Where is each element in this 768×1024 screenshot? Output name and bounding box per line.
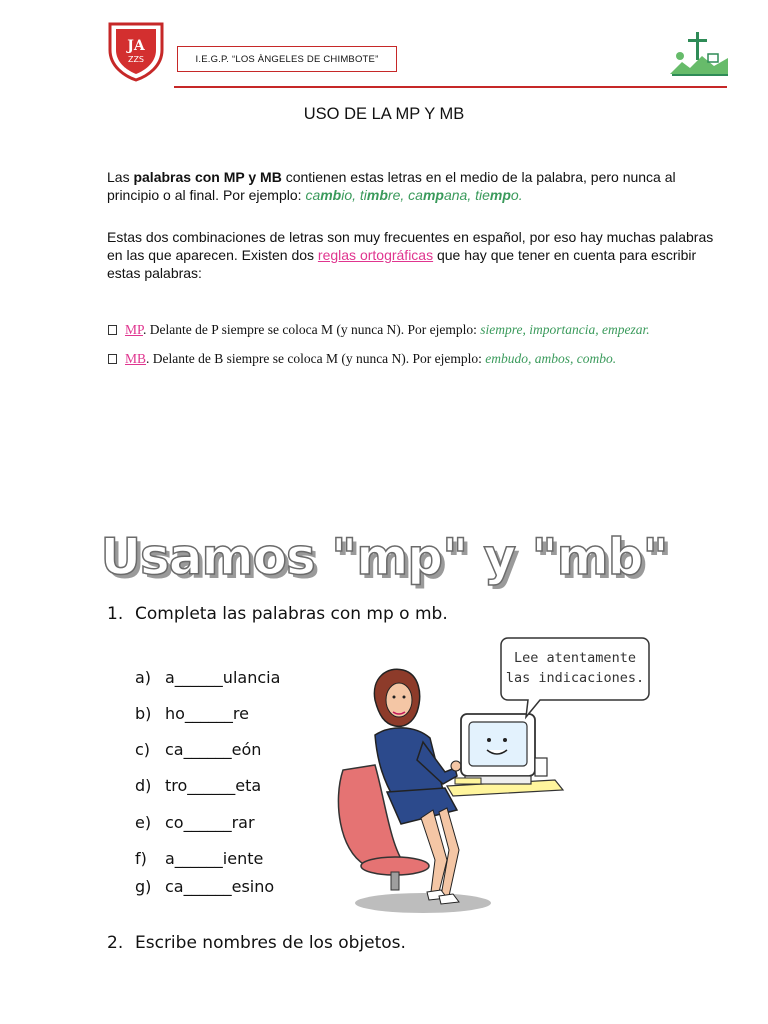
intro-text: Estas dos combinaciones de letras son muy frecuentes en español, por eso hay muchas palabras en las que aparecen. Existen dos: [107, 229, 714, 263]
school-name: I.E.G.P. “LOS ÀNGELES DE CHIMBOTE”: [195, 53, 379, 65]
speech-line: Lee atentamente: [514, 650, 636, 666]
rule-text: . Delante de B siempre se coloca M (y nunca N). Por ejemplo:: [146, 351, 486, 366]
list-item: d) tro______eta: [135, 776, 262, 795]
example-word: timbre: [359, 187, 401, 203]
example-word: tiempo: [475, 187, 519, 203]
intro-bold: palabras con MP y MB: [133, 169, 282, 185]
worksheet-heading: Usamos "mp" y "mb": [100, 528, 668, 586]
intro-text: Las: [107, 169, 134, 185]
checkbox-bullet-icon: [108, 325, 117, 335]
rule-examples: siempre, importancia, empezar.: [480, 322, 650, 337]
speech-line: las indicaciones.: [505, 670, 645, 686]
speech-bubble-text: [500, 648, 650, 688]
list-item: f) a______iente: [135, 849, 264, 868]
example-word: cambio: [305, 187, 353, 203]
header-divider: [174, 86, 727, 88]
list-item: c) ca______eón: [135, 740, 262, 759]
list-item: b) ho______re: [135, 704, 249, 723]
intro-text: contienen estas letras en el medio de la palabra, pero nunca al principio o al final. Por ejemplo:: [107, 169, 676, 203]
rule-text: . Delante de P siempre se coloca M (y nunca N). Por ejemplo:: [143, 322, 481, 337]
school-name-box: [177, 46, 397, 72]
list-item: e) co______rar: [135, 813, 255, 832]
school-shield-icon: [106, 20, 166, 82]
svg-text:JA: JA: [127, 38, 145, 54]
question-1: [107, 604, 448, 624]
rule-examples: embudo, ambos, combo.: [485, 351, 617, 366]
checkbox-bullet-icon: [108, 354, 117, 364]
rule-mb-link[interactable]: MB: [125, 351, 147, 366]
intro-paragraph-2: [107, 228, 727, 282]
rule-mp-link[interactable]: MP: [125, 322, 144, 337]
question-text: Escribe nombres de los objetos.: [135, 933, 406, 953]
intro-text: que hay que tener en cuenta para escribir estas palabras:: [107, 247, 697, 281]
question-number: 1.: [107, 604, 124, 624]
list-item: a) a______ulancia: [135, 668, 281, 687]
question-number: 2.: [107, 933, 124, 953]
rule-mp: [108, 322, 748, 338]
svg-text:ZZS: ZZS: [127, 55, 145, 64]
example-word: campana: [408, 187, 468, 203]
rule-mb: [108, 351, 748, 367]
reglas-ortograficas-link[interactable]: reglas ortográficas: [317, 247, 434, 263]
question-2: [107, 933, 406, 953]
green-cross-landscape-icon: [668, 28, 730, 78]
question-text: Completa las palabras con mp o mb.: [135, 604, 448, 624]
list-item: g) ca______esino: [135, 877, 275, 896]
intro-paragraph-1: Las palabras con MP y MB contienen estas letras en el medio de la palabra, pero nunca al principio o al final. Por ejemplo: cambio, timbre, campana, tiempo.: [107, 169, 676, 203]
page-title: USO DE LA MP Y MB: [303, 105, 465, 123]
